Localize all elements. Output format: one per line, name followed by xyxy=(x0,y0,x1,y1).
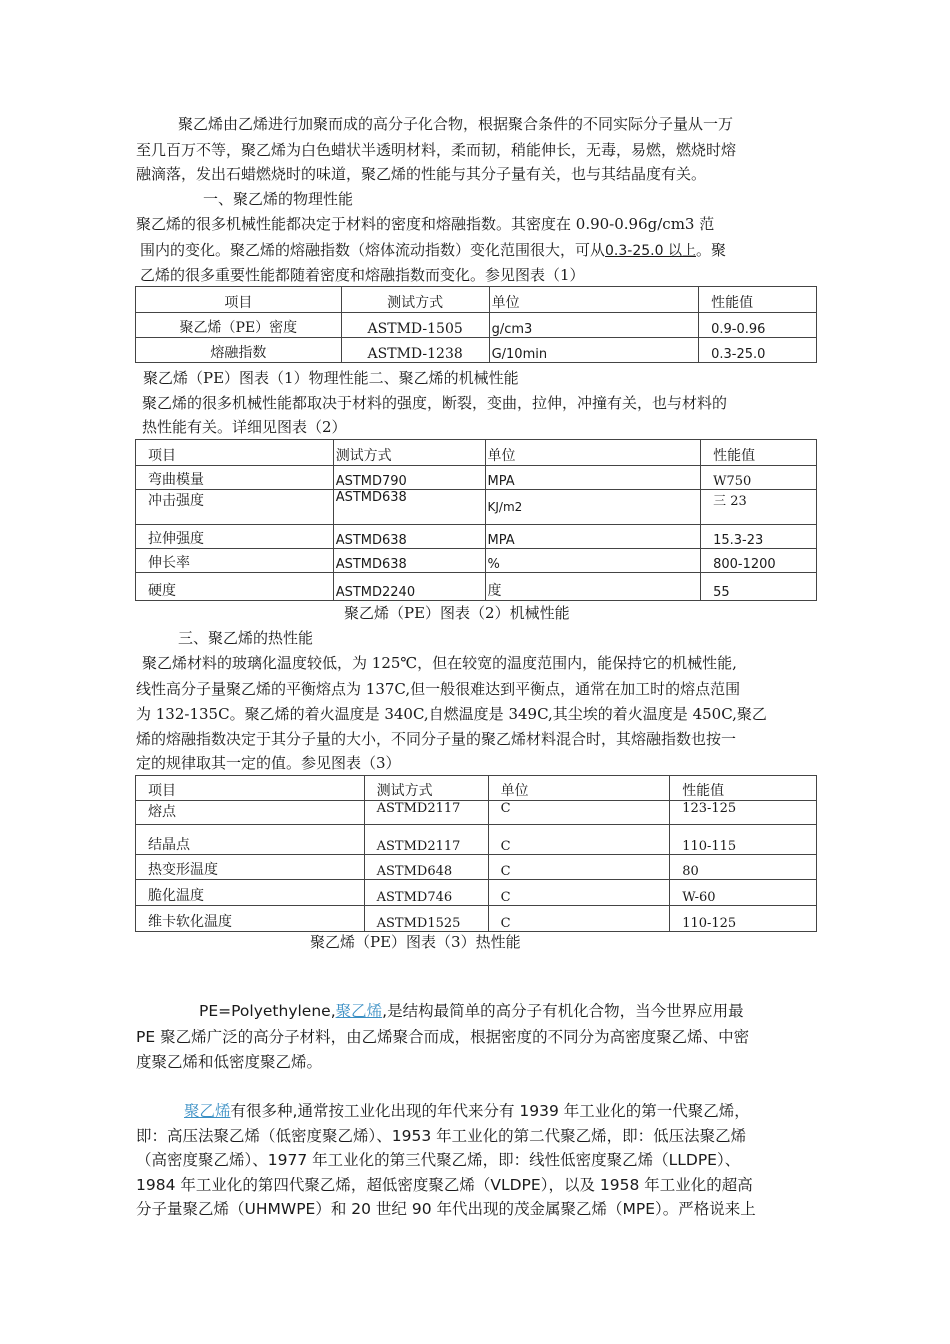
cell-item: 熔融指数 xyxy=(136,338,342,363)
table-physical xyxy=(135,286,817,363)
section2-line-2: 热性能有关。详细见图表（2） xyxy=(142,418,347,436)
cell-item: 聚乙烯（PE）密度 xyxy=(136,313,342,338)
table-row xyxy=(136,801,817,825)
cell-method: ASTMD2240 xyxy=(333,573,485,601)
section3-heading: 三、聚乙烯的热性能 xyxy=(178,629,314,647)
cell-value: 三 23 xyxy=(701,490,817,525)
types-para-line-2: 即：高压法聚乙烯（低密度聚乙烯）、1953 年工业化的第二代聚乙烯，即：低压法聚乙烯 xyxy=(136,1127,747,1145)
table-header-row xyxy=(136,440,817,466)
table-row xyxy=(136,466,817,490)
table-row xyxy=(136,313,817,338)
polyethylene-link-2[interactable]: 聚乙烯 xyxy=(184,1102,231,1120)
table-row xyxy=(136,573,817,601)
cell-method: ASTMD746 xyxy=(364,880,488,906)
cell-value: 800-1200 xyxy=(701,549,817,573)
cell-item: 拉伸强度 xyxy=(136,525,334,549)
intro-line-2: 至几百万不等，聚乙烯为白色蜡状半透明材料，柔而韧，稍能伸长，无毒，易燃，燃烧时熔 xyxy=(136,141,737,159)
cell-item: 脆化温度 xyxy=(136,880,365,906)
section1-line-2: 围内的变化。聚乙烯的熔融指数（熔体流动指数）变化范围很大，可从0.3-25.0 以上。聚 xyxy=(140,241,726,259)
table-mechanical xyxy=(135,439,817,601)
types-para-line-4: 1984 年工业化的第四代聚乙烯，超低密度聚乙烯（VLDPE），以及 1958 年工业化的超高 xyxy=(136,1176,753,1194)
cell-value: 55 xyxy=(701,573,817,601)
cell-item: 硬度 xyxy=(136,573,334,601)
cell-unit: C xyxy=(488,880,670,906)
cell-unit: C xyxy=(488,906,670,932)
table-row xyxy=(136,906,817,932)
cell-method: ASTMD648 xyxy=(364,855,488,880)
cell-unit: C xyxy=(488,801,670,825)
header-value: 性能值 xyxy=(699,287,817,313)
table1-caption: 聚乙烯（PE）图表（1）物理性能二、聚乙烯的机械性能 xyxy=(143,369,519,387)
section3-line-2: 线性高分子量聚乙烯的平衡熔点为 137C,但一般很难达到平衡点，通常在加工时的熔点范围 xyxy=(136,680,741,698)
table-row xyxy=(136,549,817,573)
cell-unit: G/10min xyxy=(489,338,699,363)
header-value: 性能值 xyxy=(670,776,817,801)
types-para-line-1: 聚乙烯有很多种,通常按工业化出现的年代来分有 1939 年工业化的第一代聚乙烯， xyxy=(184,1102,750,1120)
cell-method: ASTMD1525 xyxy=(364,906,488,932)
table3-caption: 聚乙烯（PE）图表（3）热性能 xyxy=(310,933,521,951)
cell-item: 热变形温度 xyxy=(136,855,365,880)
cell-value: 110-125 xyxy=(670,906,817,932)
header-value: 性能值 xyxy=(701,440,817,466)
header-unit: 单位 xyxy=(488,776,670,801)
section3-line-3: 为 132-135C。聚乙烯的着火温度是 340C,自燃温度是 349C,其尘埃的着火温度是 450C,聚乙 xyxy=(136,705,767,723)
cell-method: ASTMD2117 xyxy=(364,801,488,825)
section1-line-3: 乙烯的很多重要性能都随着密度和熔融指数而变化。参见图表（1） xyxy=(140,266,585,284)
cell-item: 冲击强度 xyxy=(136,490,334,525)
cell-method: ASTMD-1505 xyxy=(341,313,489,338)
cell-item: 维卡软化温度 xyxy=(136,906,365,932)
cell-value: W-60 xyxy=(670,880,817,906)
section3-line-4: 烯的熔融指数决定于其分子量的大小，不同分子量的聚乙烯材料混合时，其熔融指数也按一 xyxy=(136,730,737,748)
cell-value: 80 xyxy=(670,855,817,880)
header-method: 测试方式 xyxy=(333,440,485,466)
cell-unit: MPA xyxy=(485,466,701,490)
cell-value: 123-125 xyxy=(670,801,817,825)
cell-value: 110-115 xyxy=(670,825,817,855)
header-unit: 单位 xyxy=(485,440,701,466)
table-thermal xyxy=(135,775,817,932)
pe-para-line-2: PE 聚乙烯广泛的高分子材料，由乙烯聚合而成，根据密度的不同分为高密度聚乙烯、中密 xyxy=(136,1028,750,1046)
cell-method: ASTMD-1238 xyxy=(341,338,489,363)
types-para-line-5: 分子量聚乙烯（UHMWPE）和 20 世纪 90 年代出现的茂金属聚乙烯（MPE）。严格说来上 xyxy=(136,1200,756,1218)
table-row xyxy=(136,525,817,549)
cell-item: 弯曲模量 xyxy=(136,466,334,490)
table-row xyxy=(136,880,817,906)
cell-unit: KJ/m2 xyxy=(485,490,701,525)
cell-value: 0.9-0.96 xyxy=(699,313,817,338)
cell-item: 伸长率 xyxy=(136,549,334,573)
cell-value: W750 xyxy=(701,466,817,490)
types-para-line-3: （高密度聚乙烯）、1977 年工业化的第三代聚乙烯，即：线性低密度聚乙烯（LLDPE）、 xyxy=(136,1151,741,1169)
table2-caption: 聚乙烯（PE）图表（2）机械性能 xyxy=(344,604,570,622)
polyethylene-link[interactable]: 聚乙烯 xyxy=(335,1002,383,1020)
table-row xyxy=(136,825,817,855)
cell-method: ASTMD638 xyxy=(333,490,485,525)
cell-method: ASTMD638 xyxy=(333,525,485,549)
section3-line-5: 定的规律取其一定的值。参见图表（3） xyxy=(136,754,401,772)
section1-line-1: 聚乙烯的很多机械性能都决定于材料的密度和熔融指数。其密度在 0.90-0.96g/cm3 范 xyxy=(136,215,715,233)
cell-value: 15.3-23 xyxy=(701,525,817,549)
cell-unit: 度 xyxy=(485,573,701,601)
cell-unit: C xyxy=(488,855,670,880)
table-header-row xyxy=(136,776,817,801)
pe-para-line-1: PE=Polyethylene,聚乙烯,是结构最简单的高分子有机化合物，当今世界应用最 xyxy=(199,1002,744,1020)
table-row xyxy=(136,855,817,880)
header-item: 项目 xyxy=(136,440,334,466)
cell-item: 熔点 xyxy=(136,801,365,825)
cell-unit: g/cm3 xyxy=(489,313,699,338)
cell-method: ASTMD790 xyxy=(333,466,485,490)
section3-line-1: 聚乙烯材料的玻璃化温度较低，为 125℃，但在较宽的温度范围内，能保持它的机械性能, xyxy=(142,654,737,672)
cell-item: 结晶点 xyxy=(136,825,365,855)
cell-unit: C xyxy=(488,825,670,855)
section1-heading: 一、聚乙烯的物理性能 xyxy=(203,190,354,208)
cell-method: ASTMD638 xyxy=(333,549,485,573)
header-item: 项目 xyxy=(136,287,342,313)
header-method: 测试方式 xyxy=(341,287,489,313)
cell-value: 0.3-25.0 xyxy=(699,338,817,363)
cell-unit: % xyxy=(485,549,701,573)
header-item: 项目 xyxy=(136,776,365,801)
intro-line-1: 聚乙烯由乙烯进行加聚而成的高分子化合物，根据聚合条件的不同实际分子量从一万 xyxy=(178,115,734,133)
table-row xyxy=(136,490,817,525)
table-row xyxy=(136,338,817,363)
intro-line-3: 融滴落，发出石蜡燃烧时的味道，聚乙烯的性能与其分子量有关，也与其结晶度有关。 xyxy=(136,165,707,183)
cell-unit: MPA xyxy=(485,525,701,549)
pe-para-line-3: 度聚乙烯和低密度聚乙烯。 xyxy=(136,1053,323,1071)
header-method: 测试方式 xyxy=(364,776,488,801)
header-unit: 单位 xyxy=(489,287,699,313)
cell-method: ASTMD2117 xyxy=(364,825,488,855)
table-header-row xyxy=(136,287,817,313)
section2-line-1: 聚乙烯的很多机械性能都取决于材料的强度，断裂，变曲，拉伸，冲撞有关，也与材料的 xyxy=(142,394,728,412)
